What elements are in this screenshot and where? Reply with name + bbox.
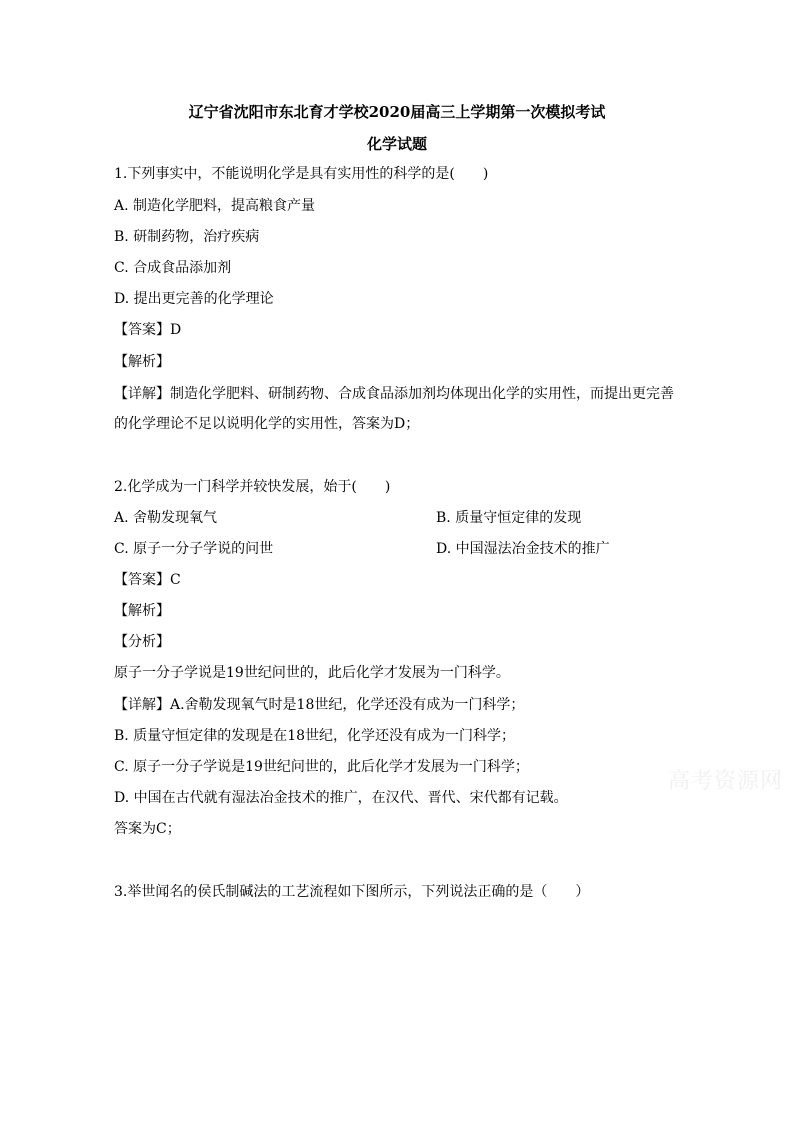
q1-option-d: D. 提出更完善的化学理论 (114, 291, 274, 307)
q1-detail-line1: 【详解】制造化学肥料、研制药物、合成食品添加剂均体现出化学的实用性，而提出更完善 (114, 386, 674, 402)
q2-answer: 【答案】C (114, 572, 181, 588)
q2-detail-line5: 答案为C； (114, 821, 181, 837)
q1-analysis-label: 【解析】 (114, 354, 170, 370)
q1-option-a: A. 制造化学肥料，提高粮食产量 (114, 198, 316, 214)
q1-option-b: B. 研制药物，治疗疾病 (114, 229, 260, 245)
q2-option-c: C. 原子一分子学说的问世 (114, 541, 274, 557)
q2-option-d: D. 中国湿法冶金技术的推广 (436, 541, 610, 557)
q2-fenxi-label: 【分析】 (114, 634, 170, 650)
q2-stem: 2.化学成为一门科学并较快发展，始于( ) (114, 479, 391, 495)
q2-analysis-label: 【解析】 (114, 603, 170, 619)
q1-option-c: C. 合成食品添加剂 (114, 260, 232, 276)
exam-title: 辽宁省沈阳市东北育才学校2020届高三上学期第一次模拟考试 (188, 103, 606, 121)
exam-subtitle: 化学试题 (366, 135, 427, 153)
q1-stem: 1.下列事实中，不能说明化学是具有实用性的科学的是( ) (114, 166, 489, 182)
watermark: 高考资源网 (668, 769, 784, 794)
q3-stem: 3.举世闻名的侯氏制碱法的工艺流程如下图所示，下列说法正确的是（ ） (114, 884, 590, 900)
q2-fenxi-text: 原子一分子学说是19世纪问世的，此后化学才发展为一门科学。 (114, 665, 510, 681)
q2-detail-line3: C. 原子一分子学说是19世纪问世的，此后化学才发展为一门科学； (114, 759, 529, 775)
q2-detail-line1: 【详解】A.舍勒发现氧气时是18世纪，化学还没有成为一门科学； (114, 697, 525, 713)
q2-detail-line2: B. 质量守恒定律的发现是在18世纪，化学还没有成为一门科学； (114, 728, 516, 744)
q2-option-b: B. 质量守恒定律的发现 (436, 510, 582, 526)
q1-answer: 【答案】D (114, 322, 182, 338)
q1-detail-line2: 的化学理论不足以说明化学的实用性，答案为D； (114, 416, 420, 432)
q2-detail-line4: D. 中国在古代就有湿法冶金技术的推广，在汉代、晋代、宋代都有记载。 (114, 790, 568, 806)
q2-option-a: A. 舍勒发现氧气 (114, 510, 218, 526)
